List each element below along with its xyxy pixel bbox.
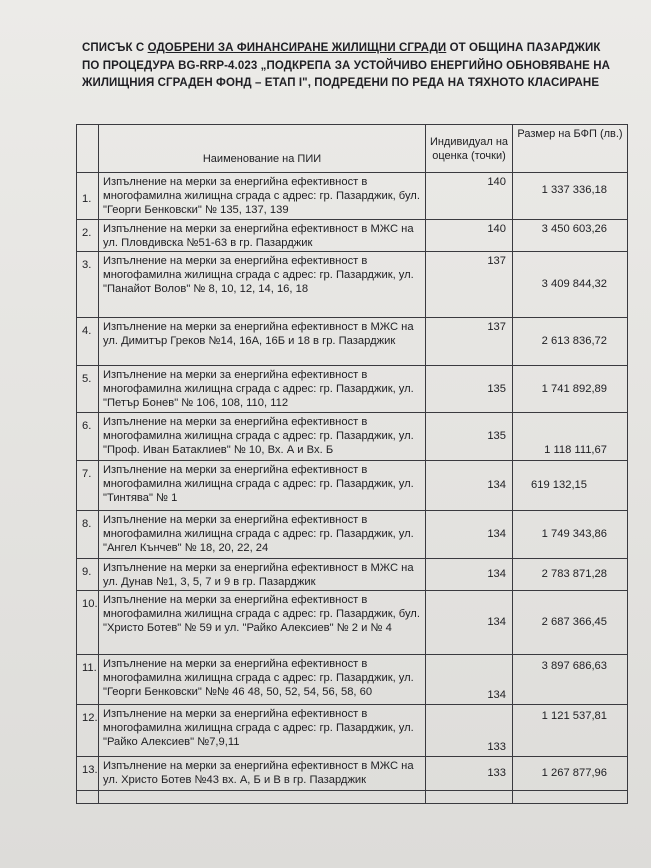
row-amount: 1 118 111,67 bbox=[513, 412, 628, 460]
table-row bbox=[77, 366, 628, 413]
row-number: 10. bbox=[77, 591, 99, 655]
row-number: 1. bbox=[77, 173, 99, 220]
table-row bbox=[77, 591, 628, 655]
row-score: 133 bbox=[426, 757, 513, 791]
table-row bbox=[77, 173, 628, 220]
header-num bbox=[77, 125, 99, 173]
row-number: 11. bbox=[77, 655, 99, 705]
row-amount: 3 450 603,26 bbox=[513, 219, 628, 251]
row-project-name: Изпълнение на мерки за енергийна ефективност в многофамилна жилищна сграда с адрес: гр. Пазарджик, ул. "Проф. Иван Батаклиев" № 10, Вх. А и Вх. Б bbox=[99, 412, 426, 460]
row-score: 140 bbox=[426, 219, 513, 251]
row-score: 134 bbox=[426, 655, 513, 705]
row-project-name: Изпълнение на мерки за енергийна ефективност в МЖС на ул. Димитър Греков №14, 16А, 16Б и 18 в гр. Пазарджик bbox=[99, 318, 426, 366]
row-score: 137 bbox=[426, 252, 513, 318]
row-number: 3. bbox=[77, 252, 99, 318]
table-row bbox=[77, 655, 628, 705]
table-row bbox=[77, 510, 628, 558]
row-project-name: Изпълнение на мерки за енергийна ефективност в многофамилна жилищна сграда с адрес: гр. Пазарджик, ул. "Георги Бенковски" №№ 46 48, 50, 52, 54, 56, 58, 60 bbox=[99, 655, 426, 705]
row-number: 5. bbox=[77, 366, 99, 413]
row-score: 140 bbox=[426, 173, 513, 220]
row-number: 4. bbox=[77, 318, 99, 366]
projects-table bbox=[76, 124, 628, 804]
row-project-name: Изпълнение на мерки за енергийна ефективност в МЖС на ул. Дунав №1, 3, 5, 7 и 9 в гр. Пазарджик bbox=[99, 558, 426, 590]
document-heading bbox=[82, 40, 612, 93]
row-project-name: Изпълнение на мерки за енергийна ефективност в многофамилна жилищна сграда с адрес: гр. Пазарджик, бул. "Георги Бенковски" № 135, 137, 139 bbox=[99, 173, 426, 220]
row-number: 6. bbox=[77, 412, 99, 460]
header-name: Наименование на ПИИ bbox=[99, 125, 426, 173]
table-row bbox=[77, 705, 628, 757]
row-amount: 3 409 844,32 bbox=[513, 252, 628, 318]
empty-cell bbox=[513, 791, 628, 804]
table-row bbox=[77, 757, 628, 791]
row-number: 9. bbox=[77, 558, 99, 590]
row-number: 2. bbox=[77, 219, 99, 251]
row-score: 135 bbox=[426, 412, 513, 460]
row-amount: 3 897 686,63 bbox=[513, 655, 628, 705]
row-project-name: Изпълнение на мерки за енергийна ефективност в многофамилна жилищна сграда с адрес: гр. Пазарджик, ул. "Ангел Кънчев" № 18, 20, 22, 24 bbox=[99, 510, 426, 558]
table-row bbox=[77, 318, 628, 366]
row-amount: 2 613 836,72 bbox=[513, 318, 628, 366]
table-row bbox=[77, 412, 628, 460]
row-score: 135 bbox=[426, 366, 513, 413]
row-number: 12. bbox=[77, 705, 99, 757]
row-amount: 1 749 343,86 bbox=[513, 510, 628, 558]
row-number: 7. bbox=[77, 460, 99, 510]
header-amount: Размер на БФП (лв.) bbox=[513, 125, 628, 173]
row-amount: 1 741 892,89 bbox=[513, 366, 628, 413]
row-amount: 2 687 366,45 bbox=[513, 591, 628, 655]
heading-part-underlined: ОДОБРЕНИ ЗА ФИНАНСИРАНЕ ЖИЛИЩНИ СГРАДИ bbox=[147, 42, 447, 54]
row-project-name: Изпълнение на мерки за енергийна ефективност в многофамилна жилищна сграда с адрес: гр. Пазарджик, ул. "Петър Бонев" № 106, 108, 110, 112 bbox=[99, 366, 426, 413]
row-project-name: Изпълнение на мерки за енергийна ефективност в многофамилна жилищна сграда с адрес: гр. Пазарджик, ул. "Райко Алексиев" №7,9,11 bbox=[99, 705, 426, 757]
row-score: 134 bbox=[426, 460, 513, 510]
table-row bbox=[77, 219, 628, 251]
table-empty-row bbox=[77, 791, 628, 804]
row-project-name: Изпълнение на мерки за енергийна ефективност в МЖС на ул. Пловдивска №51-63 в гр. Пазарджик bbox=[99, 219, 426, 251]
row-score: 137 bbox=[426, 318, 513, 366]
row-amount: 1 267 877,96 bbox=[513, 757, 628, 791]
row-amount: 1 121 537,81 bbox=[513, 705, 628, 757]
row-amount: 2 783 871,28 bbox=[513, 558, 628, 590]
table-row bbox=[77, 460, 628, 510]
row-project-name: Изпълнение на мерки за енергийна ефективност в МЖС на ул. Христо Ботев №43 вх. А, Б и В в гр. Пазарджик bbox=[99, 757, 426, 791]
row-project-name: Изпълнение на мерки за енергийна ефективност в многофамилна жилищна сграда с адрес: гр. Пазарджик, ул. "Панайот Волов" № 8, 10, 12, 14, 16, 18 bbox=[99, 252, 426, 318]
row-number: 13. bbox=[77, 757, 99, 791]
row-score: 134 bbox=[426, 510, 513, 558]
row-project-name: Изпълнение на мерки за енергийна ефективност в многофамилна жилищна сграда с адрес: гр. Пазарджик, бул. "Христо Ботев" № 59 и ул. "Райко Алексиев" № 2 и № 4 bbox=[99, 591, 426, 655]
row-amount: 1 337 336,18 bbox=[513, 173, 628, 220]
empty-cell bbox=[99, 791, 426, 804]
table-row bbox=[77, 558, 628, 590]
table-row bbox=[77, 252, 628, 318]
row-score: 134 bbox=[426, 591, 513, 655]
header-score: Индивидуал на оценка (точки) bbox=[426, 125, 513, 173]
heading-part-1: СПИСЪК С bbox=[82, 42, 148, 54]
row-number: 8. bbox=[77, 510, 99, 558]
row-amount: 619 132,15 bbox=[513, 460, 628, 510]
empty-cell bbox=[77, 791, 99, 804]
row-score: 133 bbox=[426, 705, 513, 757]
empty-cell bbox=[426, 791, 513, 804]
row-project-name: Изпълнение на мерки за енергийна ефективност в многофамилна жилищна сграда с адрес: гр. Пазарджик, ул. "Тинтява" № 1 bbox=[99, 460, 426, 510]
heading-part-3: ОТ ОБЩИНА ПАЗАРДЖИК ПО ПРОЦЕДУРА BG-RRP-4.023 „ПОДКРЕПА ЗА УСТОЙЧИВО ЕНЕРГИЙНО ОБНОВЯВАНЕ НА ЖИЛИЩНИЯ СГРАДЕН ФОНД – ЕТАП I", ПОДРЕДЕНИ ПО РЕДА НА ТЯХНОТО КЛАСИРАНЕ bbox=[82, 42, 611, 89]
table-header-row bbox=[77, 125, 628, 173]
row-score: 134 bbox=[426, 558, 513, 590]
